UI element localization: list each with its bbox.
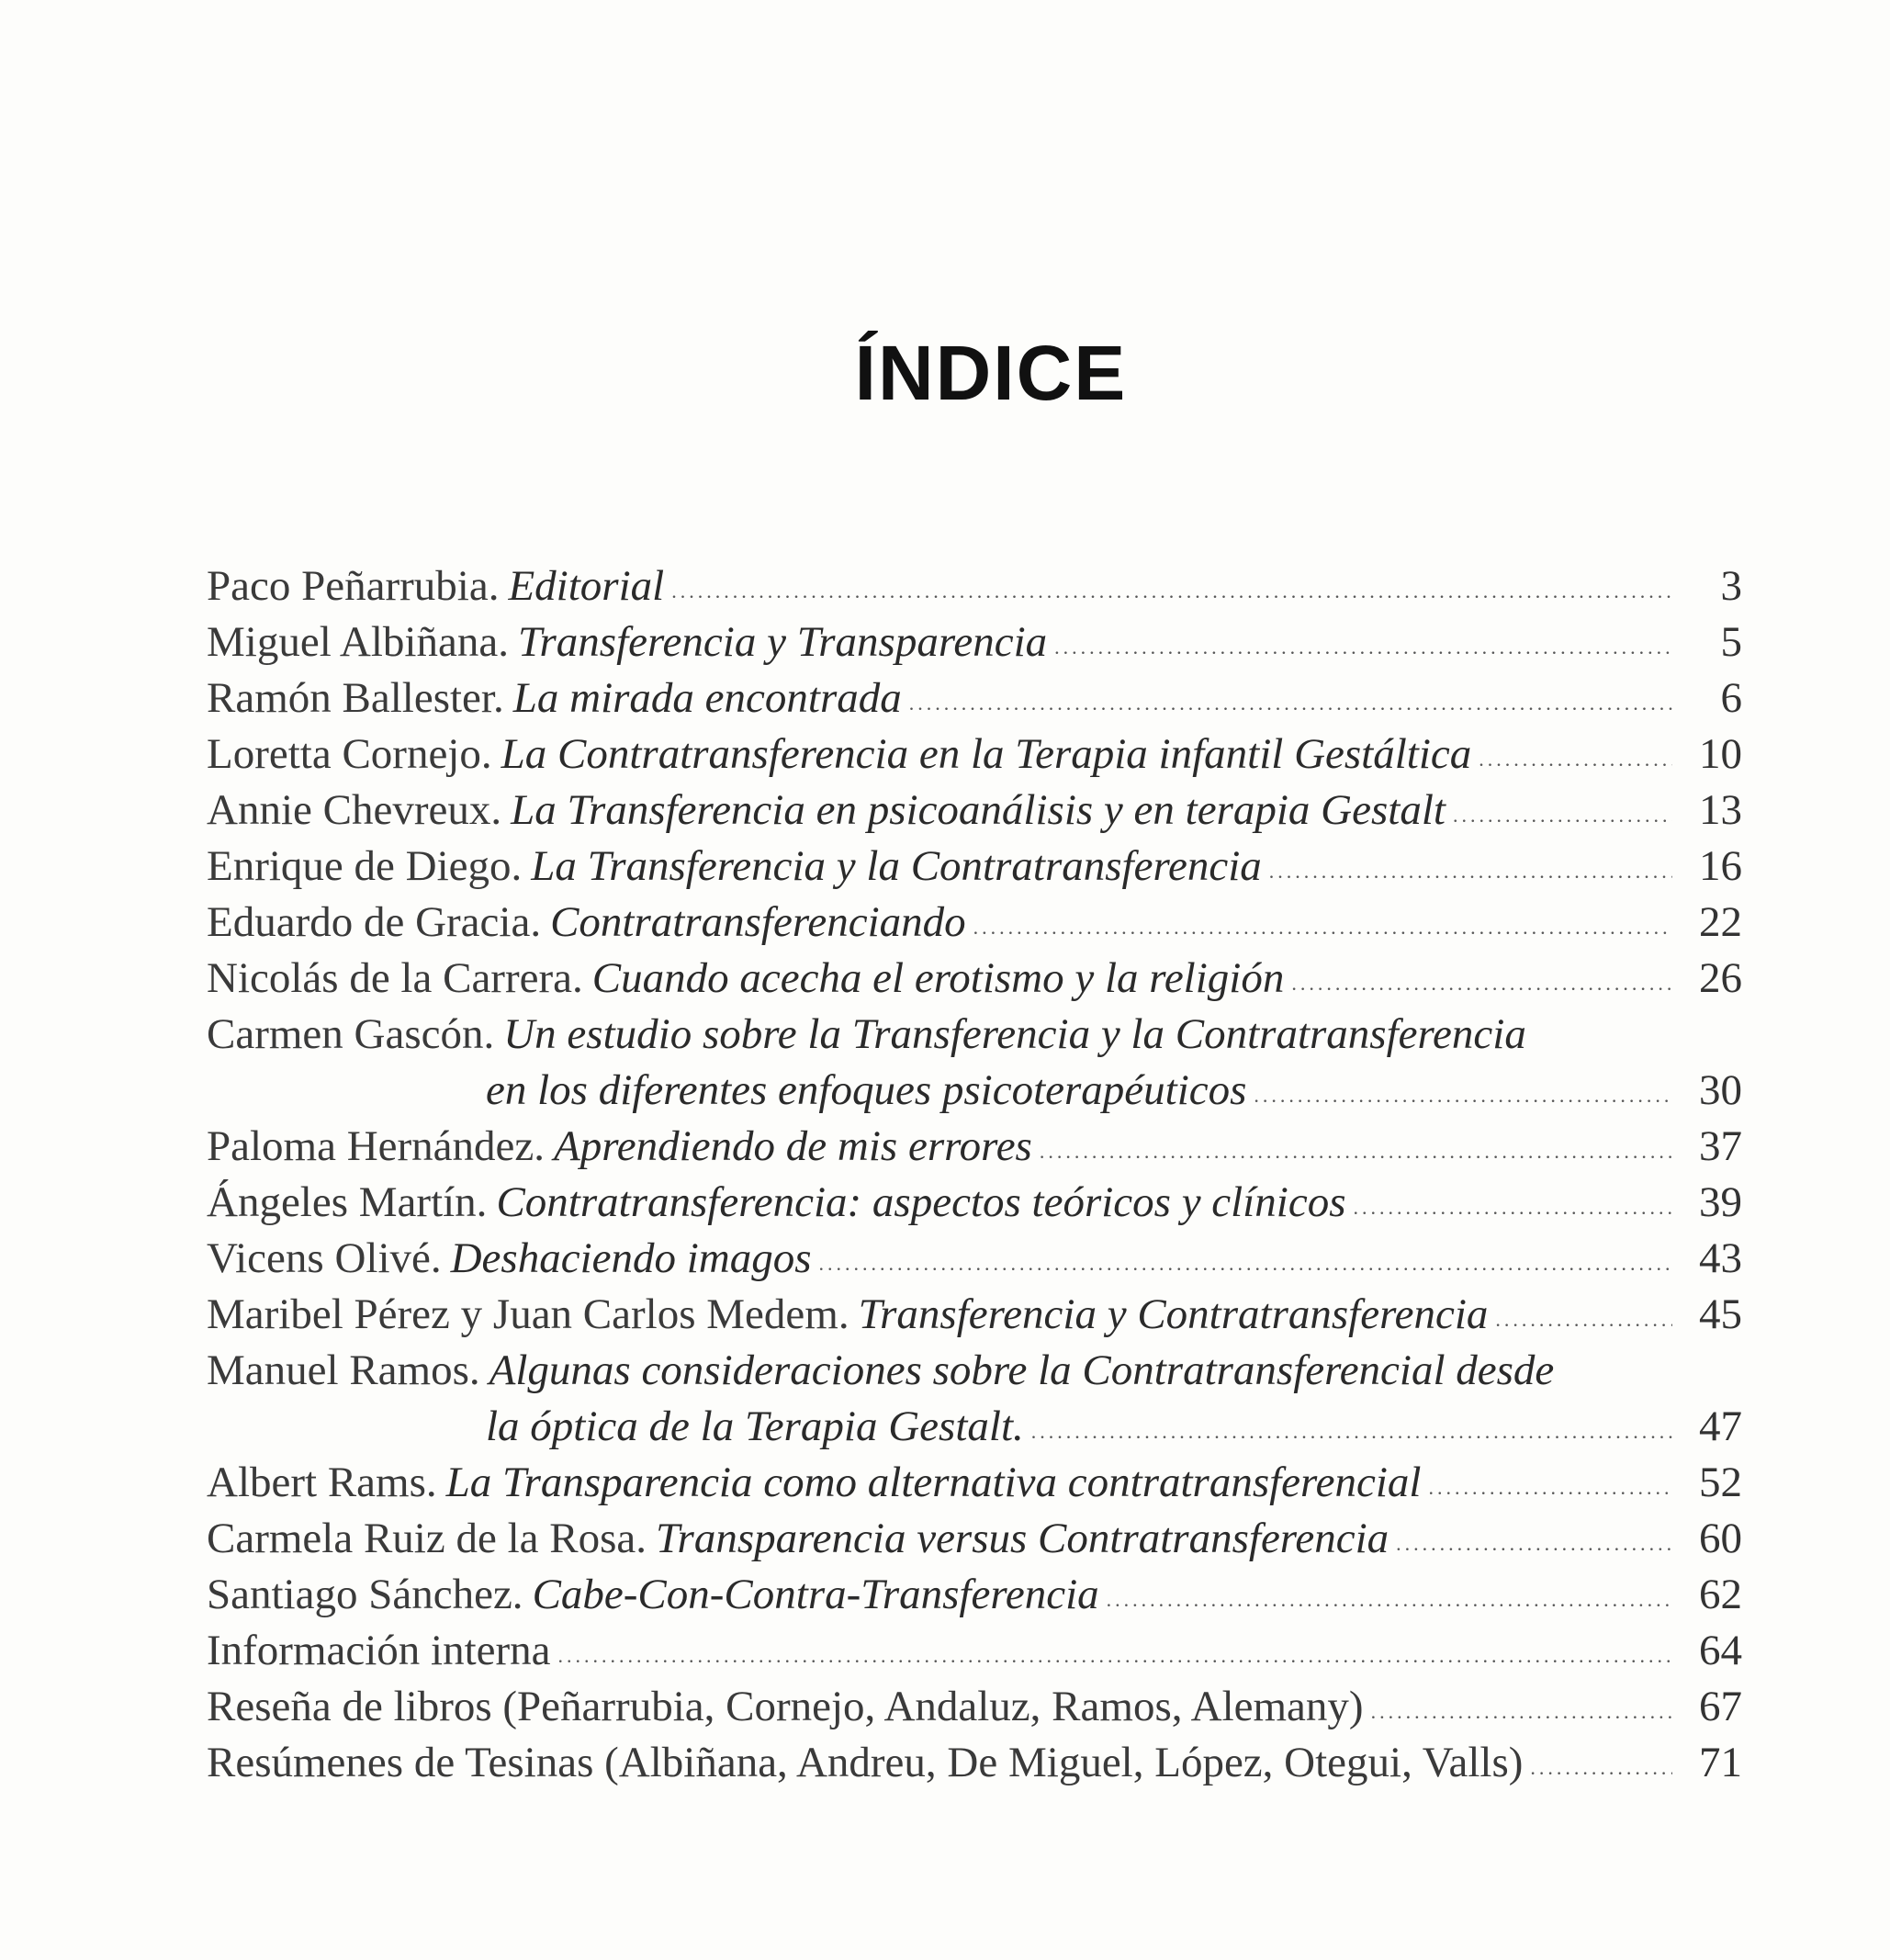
toc-entry	[207, 951, 1742, 1007]
entry-title: Transferencia y Transparencia	[517, 618, 1048, 666]
dot-leader	[1453, 787, 1672, 843]
entry-page-number: 5	[1720, 618, 1742, 666]
entry-page-number: 43	[1699, 1234, 1742, 1282]
entry-author: Santiago Sánchez.	[207, 1571, 523, 1618]
toc-entry-continuation	[207, 1399, 1742, 1455]
entry-title: Un estudio sobre la Transferencia y la Contratransferencia	[503, 1010, 1526, 1058]
entry-title: Cuando acecha el erotismo y la religión	[591, 954, 1285, 1002]
entry-title: Transferencia y Contratransferencia	[858, 1290, 1489, 1338]
entry-author: Nicolás de la Carrera.	[207, 954, 583, 1002]
entry-page-number: 6	[1720, 674, 1742, 722]
entry-title: La Transparencia como alternativa contratransferencial	[445, 1459, 1422, 1506]
entry-title: Aprendiendo de mis errores	[554, 1122, 1032, 1170]
entry-page-number: 3	[1720, 562, 1742, 610]
entry-author: Albert Rams.	[207, 1459, 437, 1506]
toc-entry	[207, 1343, 1742, 1399]
dot-leader	[909, 675, 1672, 731]
entry-page-number: 62	[1699, 1571, 1742, 1618]
toc-entry	[207, 1679, 1742, 1735]
dot-leader	[671, 563, 1672, 619]
entry-title: Cabe-Con-Contra-Transferencia	[532, 1571, 1099, 1618]
entry-title-continuation: la óptica de la Terapia Gestalt.	[486, 1402, 1024, 1450]
entry-title: Editorial	[508, 562, 665, 610]
entry-author: Manuel Ramos.	[207, 1346, 480, 1394]
entry-page-number: 60	[1699, 1515, 1742, 1562]
toc-entry	[207, 783, 1742, 839]
dot-leader	[819, 1235, 1672, 1291]
entry-author: Vicens Olivé.	[207, 1234, 442, 1282]
entry-title: La Contratransferencia en la Terapia infantil Gestáltica	[501, 730, 1472, 778]
entry-title: La Transferencia y la Contratransferencia	[531, 842, 1262, 890]
entry-author: Miguel Albiñana.	[207, 618, 509, 666]
dot-leader	[1530, 1740, 1672, 1796]
toc-entry	[207, 1287, 1742, 1343]
toc-entry	[207, 1119, 1742, 1175]
toc-entry	[207, 895, 1742, 951]
dot-leader	[1291, 955, 1672, 1011]
dot-leader	[1031, 1403, 1672, 1459]
dot-leader	[1269, 843, 1672, 899]
toc-entry	[207, 1175, 1742, 1231]
entry-author: Eduardo de Gracia.	[207, 898, 542, 946]
entry-page-number: 71	[1699, 1739, 1742, 1786]
entry-author: Reseña de libros (Peñarrubia, Cornejo, Andaluz, Ramos, Alemany)	[207, 1683, 1364, 1730]
entry-title: La Transferencia en psicoanálisis y en terapia Gestalt	[511, 786, 1446, 834]
entry-author: Maribel Pérez y Juan Carlos Medem.	[207, 1290, 849, 1338]
dot-leader	[1371, 1684, 1672, 1740]
entry-page-number: 47	[1699, 1402, 1742, 1450]
entry-title: Deshaciendo imagos	[450, 1234, 812, 1282]
toc-entry	[207, 839, 1742, 895]
entry-title: La mirada encontrada	[512, 674, 902, 722]
entry-page-number: 13	[1699, 786, 1742, 834]
toc-entry	[207, 1511, 1742, 1567]
dot-leader	[1107, 1571, 1672, 1628]
entry-author: Ramón Ballester.	[207, 674, 504, 722]
entry-page-number: 37	[1699, 1122, 1742, 1170]
toc-entry	[207, 1735, 1742, 1791]
entry-page-number: 22	[1699, 898, 1742, 946]
toc-entry	[207, 1007, 1742, 1063]
dot-leader	[1354, 1179, 1673, 1235]
toc-entry	[207, 1455, 1742, 1511]
toc-entry	[207, 1567, 1742, 1623]
entry-page-number: 30	[1699, 1066, 1742, 1114]
entry-author: Paloma Hernández.	[207, 1122, 546, 1170]
page-title: ÍNDICE	[854, 330, 1128, 416]
dot-leader	[973, 899, 1672, 955]
entry-page-number: 39	[1699, 1178, 1742, 1226]
dot-leader	[558, 1628, 1672, 1684]
dot-leader	[1040, 1123, 1672, 1179]
entry-author: Carmen Gascón.	[207, 1010, 495, 1058]
toc-entry	[207, 727, 1742, 783]
entry-page-number: 67	[1699, 1683, 1742, 1730]
entry-page-number: 26	[1699, 954, 1742, 1002]
entry-author: Ángeles Martín.	[207, 1178, 488, 1226]
entry-title-continuation: en los diferentes enfoques psicoterapéuticos	[486, 1066, 1247, 1114]
entry-page-number: 64	[1699, 1627, 1742, 1674]
entry-author: Resúmenes de Tesinas (Albiñana, Andreu, De Miguel, López, Otegui, Valls)	[207, 1739, 1524, 1786]
toc-entry-continuation	[207, 1063, 1742, 1119]
entry-author: Paco Peñarrubia.	[207, 562, 500, 610]
entry-title: Algunas consideraciones sobre la Contratransferencial desde	[489, 1346, 1555, 1394]
entry-page-number: 16	[1699, 842, 1742, 890]
table-of-contents	[207, 558, 1742, 1791]
dot-leader	[1495, 1291, 1672, 1347]
entry-title: Contratransferenciando	[550, 898, 966, 946]
toc-entry	[207, 1623, 1742, 1679]
entry-author: Annie Chevreux.	[207, 786, 502, 834]
entry-author: Información interna	[207, 1627, 551, 1674]
toc-entry	[207, 1231, 1742, 1287]
entry-page-number: 10	[1699, 730, 1742, 778]
dot-leader	[1396, 1515, 1672, 1571]
entry-author: Carmela Ruiz de la Rosa.	[207, 1515, 647, 1562]
dot-leader	[1054, 619, 1672, 675]
entry-author: Enrique de Diego.	[207, 842, 523, 890]
dot-leader	[1428, 1459, 1672, 1515]
toc-entry	[207, 670, 1742, 727]
toc-entry	[207, 614, 1742, 670]
entry-page-number: 45	[1699, 1290, 1742, 1338]
dot-leader	[1254, 1067, 1672, 1123]
entry-author: Loretta Cornejo.	[207, 730, 492, 778]
toc-entry	[207, 558, 1742, 614]
dot-leader	[1479, 731, 1672, 787]
entry-page-number: 52	[1699, 1459, 1742, 1506]
entry-title: Contratransferencia: aspectos teóricos y clínicos	[496, 1178, 1346, 1226]
entry-title: Transparencia versus Contratransferencia	[656, 1515, 1389, 1562]
